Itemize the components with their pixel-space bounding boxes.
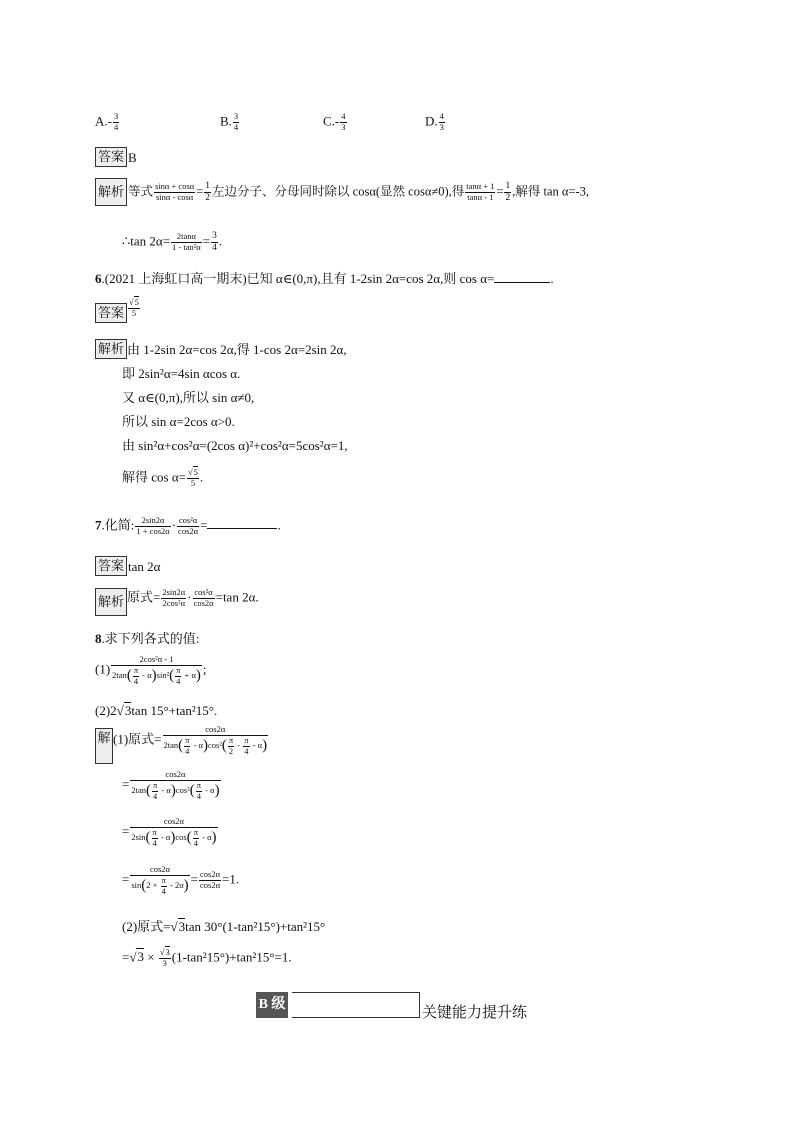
q8-part1: (1) 2cos²α - 1 2tan( $\frac{\pi}{4}$ - α)sin²( $\frac{\pi}{4}$ + α) ; bbox=[95, 654, 207, 686]
answer-value: B bbox=[128, 150, 137, 165]
fraction: $\frac{\cos 2\alpha}{\cos 2\alpha}$ bbox=[200, 869, 221, 891]
fraction: $\frac{\text{cos²α}}{\cos 2\alpha}$ bbox=[193, 587, 214, 608]
choice-b: B. $\frac{3}{4}$ bbox=[220, 111, 239, 132]
fraction: $\frac{\text{cos²α}}{\cos 2\alpha}$ bbox=[178, 515, 199, 536]
q5-analysis-line1: 等式 $\frac{\sin\alpha + \cos\alpha}{\sin\alpha - \cos\alpha}$ = $\frac{1}{2}$ 左边分子、分母同时除以 cosα(显然 cosα≠0),得 $\frac{\tan\alpha + 1}{\tan\alpha - 1}$ = $\frac{1}{2}$ ,解得 tan α=-3, bbox=[128, 181, 590, 203]
q6-analysis-line2: 即 2sin²α=4sin αcos α. bbox=[122, 366, 241, 381]
answer-value bbox=[127, 298, 141, 319]
q5-analysis-line2: ∴tan 2α= $\frac{2\tan\alpha}{\text{1 - tan²α}}$ = $\frac{3}{4}$ . bbox=[122, 231, 223, 253]
fraction: $\frac{\sin\alpha + \cos\alpha}{\sin\alpha - \cos\alpha}$ bbox=[155, 181, 195, 202]
fraction: cos2α 2sin( $\frac{\pi}{4}$ - α)cos( $\frac{\pi}{4}$ - α) bbox=[131, 816, 217, 848]
q8-solution-line2: = cos2α 2tan( $\frac{\pi}{4}$ - α)cos²( $\frac{\pi}{4}$ - α) bbox=[122, 769, 220, 801]
fraction: cos2α 2tan( $\frac{\pi}{4}$ - α)cos²( $\frac{\pi}{2}$ - $\frac{\pi}{4}$ - α) bbox=[163, 724, 268, 756]
answer-value: tan 2α bbox=[128, 559, 161, 574]
solution-tag: 解 bbox=[95, 728, 113, 764]
q8-solution-line3: = cos2α 2sin( $\frac{\pi}{4}$ - α)cos( $\frac{\pi}{4}$ - α) bbox=[122, 816, 217, 848]
q6-analysis-line1: 由 1-2sin 2α=cos 2α,得 1-cos 2α=2sin 2α, bbox=[127, 342, 347, 357]
question-7: 7.化简: $\frac{2\sin 2\alpha}{1 + \cos 2\alpha}$ · $\frac{\text{cos²α}}{\cos 2\alpha}$ = . bbox=[95, 515, 281, 536]
fraction: $\frac{4}{3}$ bbox=[439, 111, 444, 132]
q6-analysis-line4: 所以 sin α=2cos α>0. bbox=[122, 414, 235, 429]
fraction: cos2α 2tan( $\frac{\pi}{4}$ - α)cos²( $\frac{\pi}{4}$ - α) bbox=[131, 769, 220, 801]
fraction: $\frac{3}{4}$ bbox=[113, 111, 119, 132]
q8-solution-line1: (1)原式= cos2α 2tan( $\frac{\pi}{4}$ - α)cos²( $\frac{\pi}{2}$ - $\frac{\pi}{4}$ - α) bbox=[113, 724, 268, 756]
answer-blank[interactable] bbox=[494, 282, 550, 283]
q8-solution-line4: = cos2α sin(2 × $\frac{\pi}{4}$ - 2α) = $\frac{\cos 2\alpha}{\cos 2\alpha}$ =1. bbox=[122, 864, 240, 896]
level-badge: B 级 bbox=[256, 992, 288, 1018]
q8-solution-line6: =√3 × $\frac{√3}{3}$ (1-tan²15°)+tan²15°=1. bbox=[122, 947, 292, 968]
question-8: 8.求下列各式的值: bbox=[95, 631, 200, 646]
fraction: $\frac{√3}{3}$ bbox=[159, 947, 170, 968]
fraction: $\frac{2\tan\alpha}{\text{1 - tan²α}}$ bbox=[172, 231, 201, 252]
fraction: $\frac{3}{4}$ bbox=[233, 111, 239, 132]
fraction: $\frac{1}{2}$ bbox=[205, 181, 211, 203]
answer-blank[interactable] bbox=[207, 528, 277, 529]
question-6: 6.(2021 上海虹口高一期末)已知 α∈(0,π),且有 1-2sin 2α=cos 2α,则 cos α= . bbox=[95, 271, 554, 286]
level-underline-box bbox=[292, 992, 420, 1018]
fraction: $\frac{3}{4}$ bbox=[212, 231, 217, 253]
answer-tag: 答案 bbox=[95, 303, 127, 323]
choice-c: C.- $\frac{4}{3}$ bbox=[323, 111, 346, 132]
analysis-tag: 解析 bbox=[95, 178, 127, 206]
fraction: 2cos²α - 1 2tan( $\frac{\pi}{4}$ - α)sin²( $\frac{\pi}{4}$ + α) bbox=[112, 654, 201, 686]
analysis-tag: 解析 bbox=[95, 339, 127, 359]
analysis-tag: 解析 bbox=[95, 588, 127, 616]
fraction: $\frac{4}{3}$ bbox=[341, 111, 346, 132]
fraction: cos2α sin(2 × $\frac{\pi}{4}$ - 2α) bbox=[131, 864, 189, 896]
fraction: $\frac{√5}{5}$ bbox=[129, 297, 139, 318]
q6-analysis-line3: 又 α∈(0,π),所以 sin α≠0, bbox=[122, 390, 255, 405]
fraction: $\frac{2\sin 2\alpha}{\text{2cos²α}}$ bbox=[162, 587, 186, 608]
q6-analysis-line6: 解得 cos α= $\frac{√5}{5}$ . bbox=[122, 467, 204, 488]
answer-tag: 答案 bbox=[95, 147, 127, 167]
q8-part2: (2)2√3tan 15°+tan²15°. bbox=[95, 703, 218, 718]
level-title: 关键能力提升练 bbox=[422, 1003, 528, 1021]
answer-tag: 答案 bbox=[95, 556, 127, 576]
q7-analysis: 原式= $\frac{2\sin 2\alpha}{\text{2cos²α}}$ · $\frac{\text{cos²α}}{\cos 2\alpha}$ =tan 2α. bbox=[127, 587, 259, 608]
fraction: $\frac{√5}{5}$ bbox=[187, 467, 198, 488]
fraction: $\frac{2\sin 2\alpha}{1 + \cos 2\alpha}$ bbox=[136, 515, 170, 536]
q8-solution-line5: (2)原式=√3tan 30°(1-tan²15°)+tan²15° bbox=[122, 919, 326, 934]
fraction: $\frac{\tan\alpha + 1}{\tan\alpha - 1}$ bbox=[466, 181, 495, 202]
q6-analysis-line5: 由 sin²α+cos²α=(2cos α)²+cos²α=5cos²α=1, bbox=[122, 438, 348, 453]
choice-a: A.- $\frac{3}{4}$ bbox=[95, 111, 119, 132]
choice-d: D. $\frac{4}{3}$ bbox=[425, 111, 444, 132]
fraction: $\frac{1}{2}$ bbox=[505, 181, 511, 203]
